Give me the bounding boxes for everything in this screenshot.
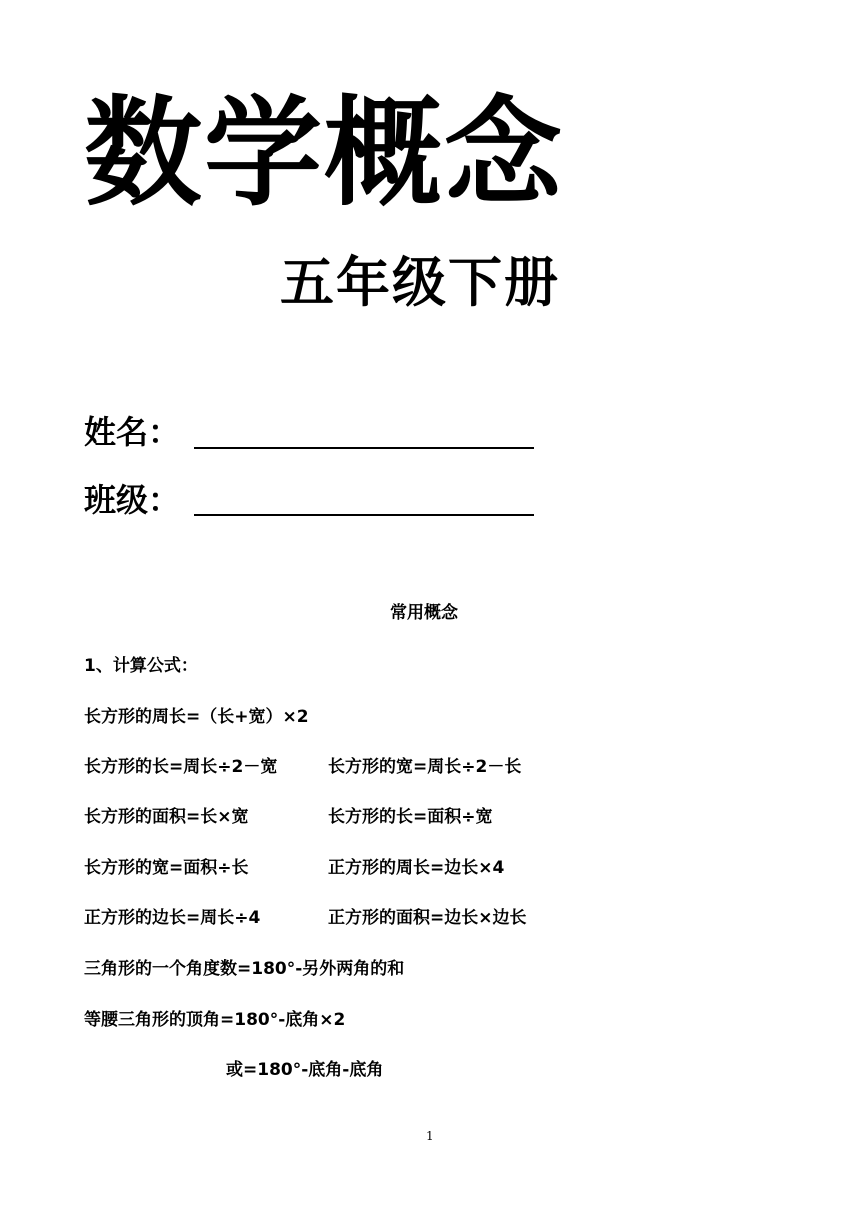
document-subtitle: 五年级下册: [280, 251, 560, 314]
formula-line: 长方形的长=面积÷宽: [328, 807, 493, 827]
document-title: 数学概念: [84, 83, 565, 222]
formula-line: 长方形的长=周长÷2－宽: [84, 757, 278, 777]
class-blank-line: [194, 514, 534, 516]
formula-line: 正方形的边长=周长÷4: [84, 908, 261, 928]
section-heading: 常用概念: [390, 603, 458, 623]
class-label: 班级：: [84, 481, 181, 519]
formula-line: 正方形的面积=边长×边长: [328, 908, 527, 928]
formula-line: 长方形的宽=周长÷2－长: [328, 757, 522, 777]
name-blank-line: [194, 447, 534, 449]
formula-line: 长方形的周长=（长+宽）×2: [84, 707, 309, 727]
formula-line: 长方形的面积=长×宽: [84, 807, 249, 827]
name-label: 姓名：: [84, 413, 181, 451]
formula-line: 三角形的一个角度数=180°-另外两角的和: [84, 959, 405, 979]
formula-line: 等腰三角形的顶角=180°-底角×2: [84, 1010, 346, 1030]
formula-line: 正方形的周长=边长×4: [328, 858, 505, 878]
formula-line: 长方形的宽=面积÷长: [84, 858, 249, 878]
section-subheading: 1、计算公式：: [84, 656, 198, 676]
page-number: 1: [426, 1129, 434, 1143]
formula-line: 或=180°-底角-底角: [226, 1060, 384, 1080]
